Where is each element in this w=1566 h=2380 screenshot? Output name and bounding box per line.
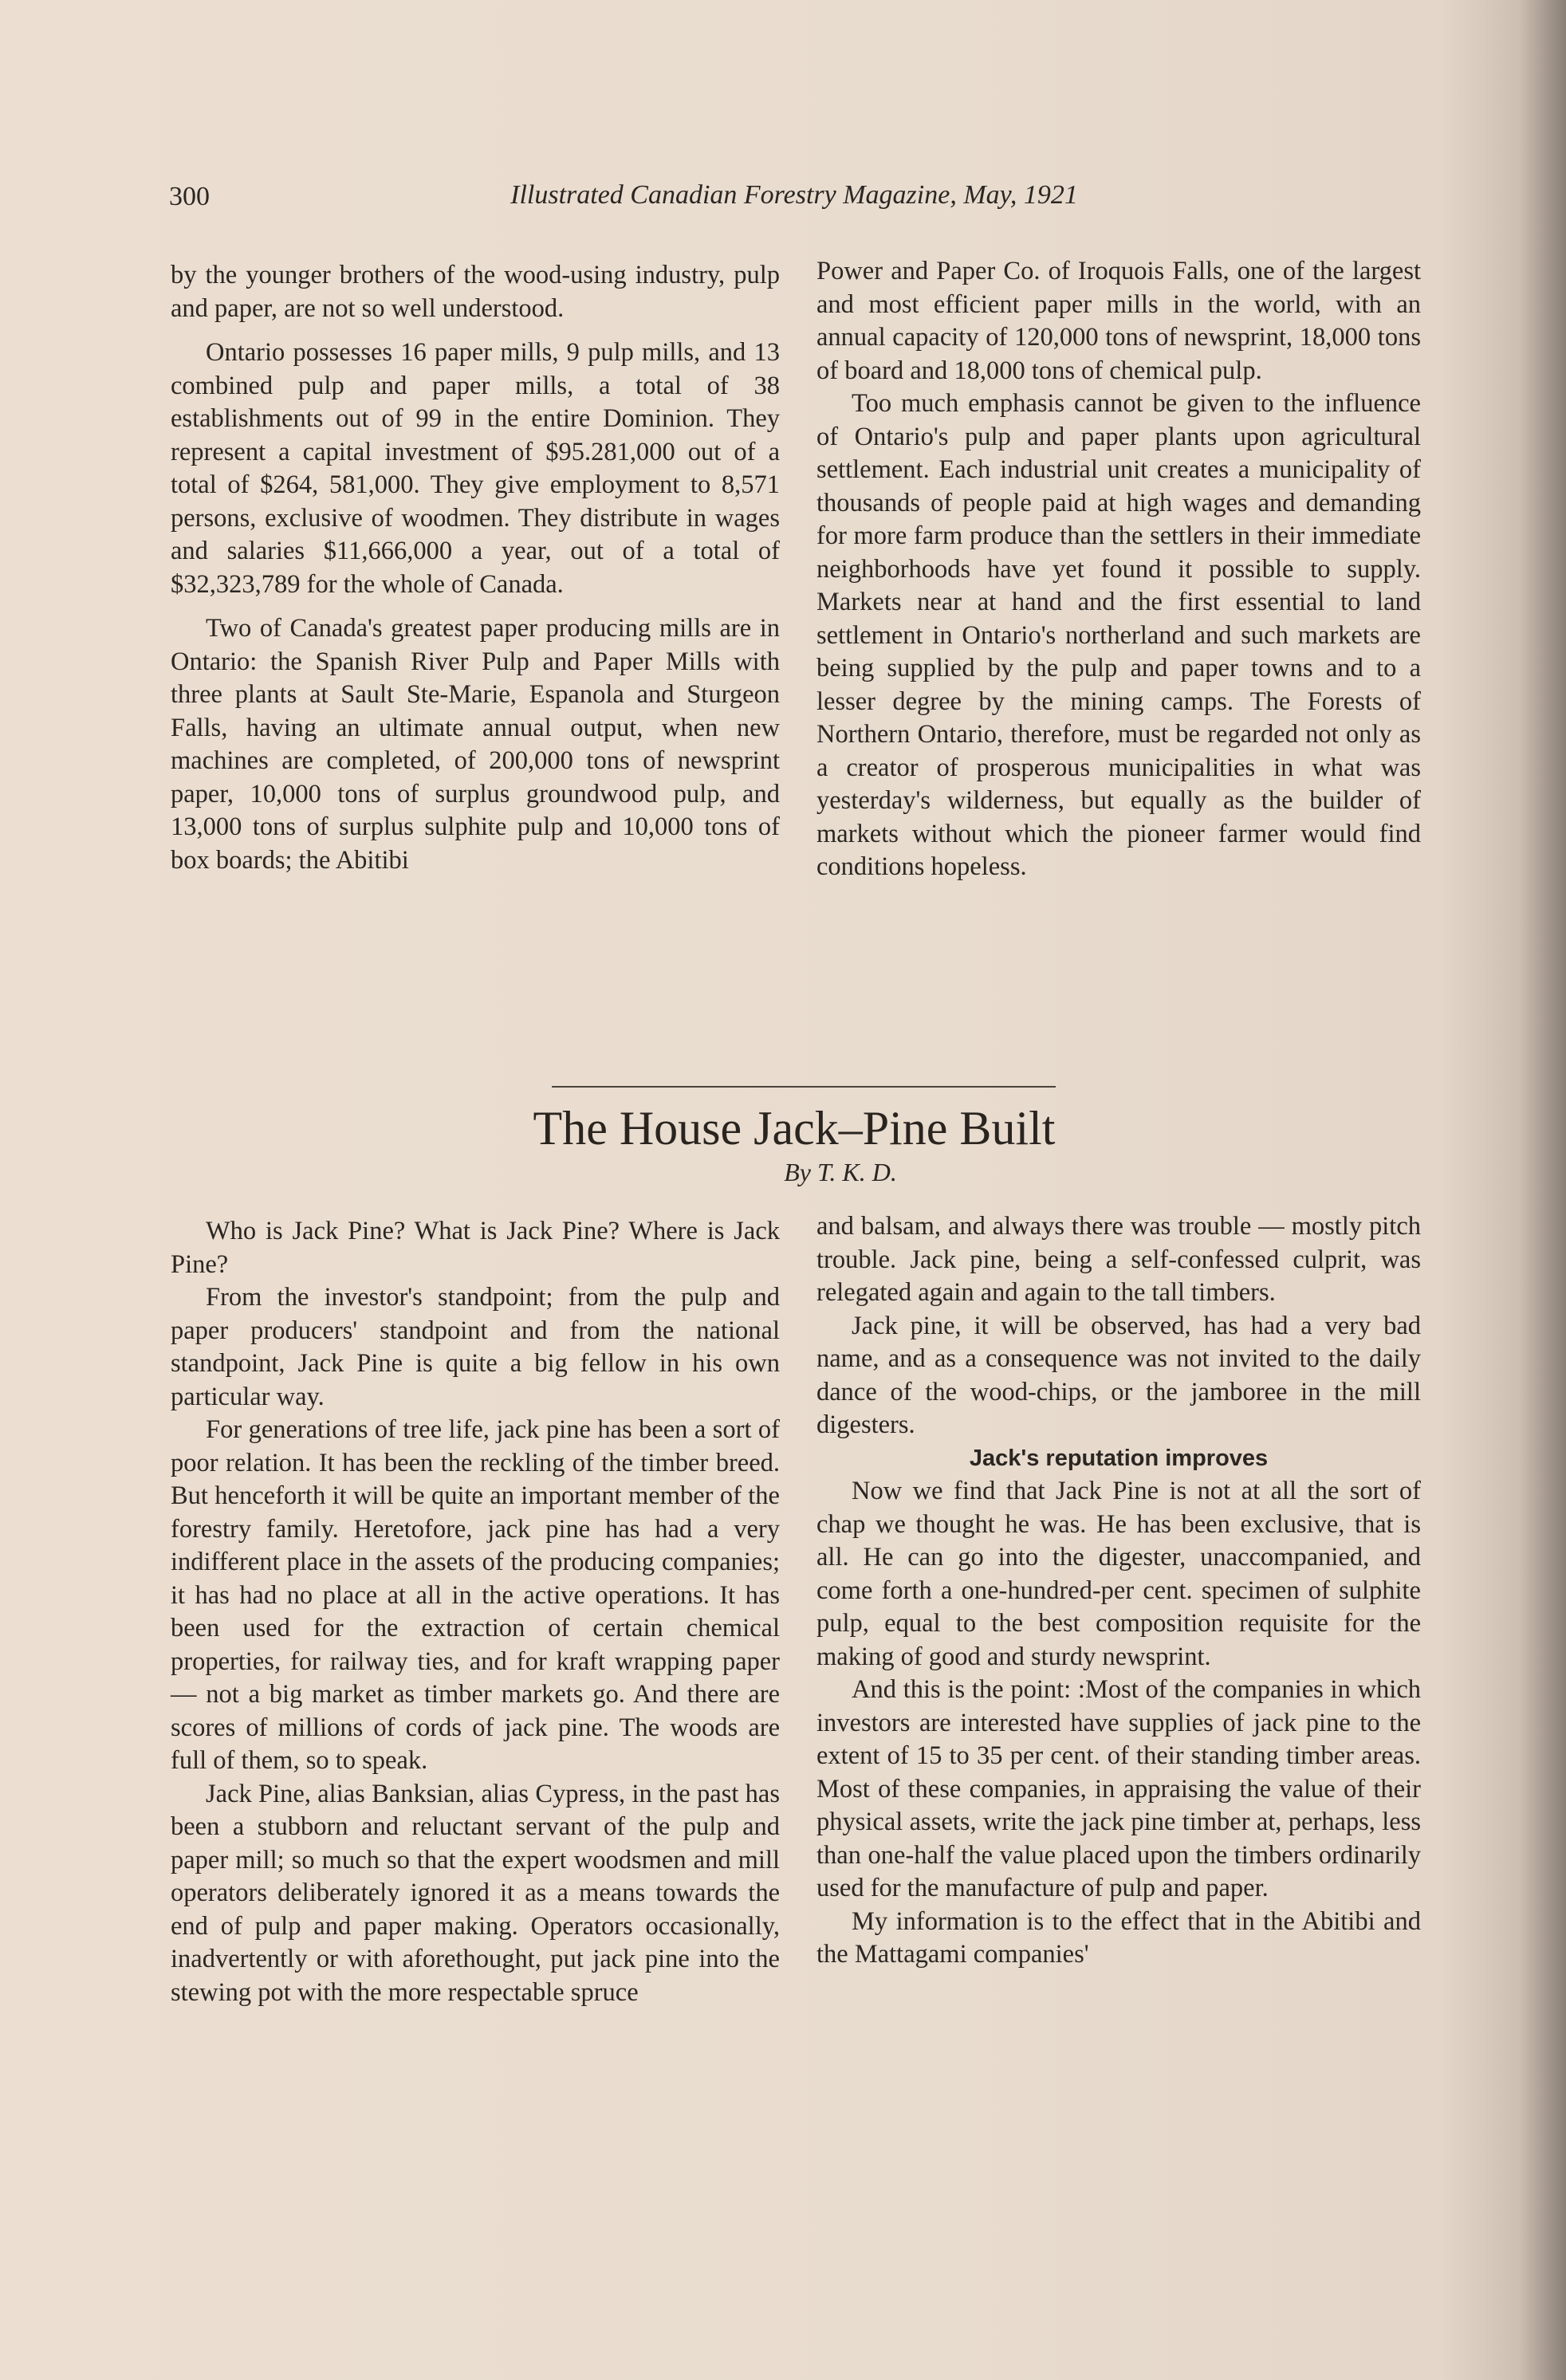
page-number: 300 — [169, 182, 210, 211]
article-title: The House Jack–Pine Built — [533, 1102, 1056, 1155]
section-divider — [552, 1086, 1056, 1088]
paragraph: Now we find that Jack Pine is not at all the sort of chap we thought he was. He has been exclusive, that is all. He can go into the digester, unaccompanied, and come forth a one-hundred-per cent. specimen of sulphite pulp, equal to the best composition requisite for the making of good and sturdy newsprint. — [816, 1477, 1421, 1671]
running-title: Illustrated Canadian Forestry Magazine, May, 1921 — [510, 180, 1078, 210]
paragraph: Two of Canada's greatest paper producing mills are in Ontario: the Spanish River Pulp and Paper Mills with three plants at Sault Ste-Marie, Espanola and Sturgeon Falls, having an ultimate annual output, when new machines are completed, of 200,000 tons of newsprint paper, 10,000 tons of surplus groundwood pulp, and 13,000 tons of surplus sulphite pulp and 10,000 tons of box boards; the Abitibi — [171, 614, 780, 875]
paragraph: by the younger brothers of the wood-using industry, pulp and paper, are not so well understood. — [171, 261, 780, 323]
paragraph: Jack pine, it will be observed, has had a very bad name, and as a consequence was not invited to the daily dance of the wood-chips, or the jamboree in the mill digesters. — [816, 1311, 1421, 1439]
article-byline: By T. K. D. — [784, 1158, 897, 1186]
paragraph: Too much emphasis cannot be given to the influence of Ontario's pulp and paper plants upon agricultural settlement. Each industrial unit creates a municipality of thousands of people paid at high wages and demanding for more farm produce than the settlers in their immediate neighborhoods have yet found it possible to supply. Markets near at hand and the first essential to land settlement in Ontario's northerland and such markets are being supplied by the pulp and paper towns and to a lesser degree by the mining camps. The Forests of Northern Ontario, therefore, must be regarded not only as a creator of prosperous municipalities in what was yesterday's wilderness, but equally as the builder of markets without which the pioneer farmer would find conditions hopeless. — [816, 389, 1421, 881]
paragraph: and balsam, and always there was trouble — mostly pitch trouble. Jack pine, being a self-confessed culprit, was relegated again and again to the tall timbers. — [816, 1212, 1421, 1307]
paragraph: Ontario possesses 16 paper mills, 9 pulp mills, and 13 combined pulp and paper mills, a total of 38 establishments out of 99 in the entire Dominion. They represent a capital investment of $95.281,000 out of a total of $264, 581,000. They give employment to 8,571 persons, exclusive of woodmen. They distribute in wages and salaries $11,666,000 a year, out of a total of $32,323,789 for the whole of Canada. — [171, 338, 780, 599]
paragraph: And this is the point: :Most of the companies in which investors are interested have supplies of jack pine to the extent of 15 to 35 per cent. of their standing timber areas. Most of these companies, in appraising the value of their physical assets, write the jack pine timber at, perhaps, less than one-half the value placed upon the timbers ordinarily used for the manufacture of pulp and paper. — [816, 1675, 1421, 1902]
paragraph: Jack Pine, alias Banksian, alias Cypress, in the past has been a stubborn and reluctant servant of the pulp and paper mill; so much so that the expert woodsmen and mill operators deliberately ignored it as a means towards the end of pulp and paper making. Operators occasionally, inadvertently or with aforethought, put jack pine into the stewing pot with the more respectable spruce — [171, 1779, 780, 2007]
article2-column-left — [171, 1215, 780, 2009]
article1-column-left — [171, 259, 780, 877]
paragraph: For generations of tree life, jack pine has been a sort of poor relation. It has been the reckling of the timber breed. But henceforth it will be quite an important member of the forestry family. Heretofore, jack pine has had a very indifferent place in the assets of the producing companies; it has had no place at all in the active operations. It has been used for the extraction of certain chemical properties, for railway ties, and for kraft wrapping paper — not a big market as timber markets go. And there are scores of millions of cords of jack pine. The woods are full of them, so to speak. — [171, 1415, 780, 1775]
paragraph: Who is Jack Pine? What is Jack Pine? Where is Jack Pine? — [171, 1217, 780, 1279]
article2-column-right — [816, 1210, 1421, 1972]
article1-column-right — [816, 255, 1421, 884]
paragraph: My information is to the effect that in the Abitibi and the Mattagami companies' — [816, 1906, 1421, 1969]
paragraph: Power and Paper Co. of Iroquois Falls, one of the largest and most efficient paper mills in the world, with an annual capacity of 120,000 tons of newsprint, 18,000 tons of board and 18,000 tons of chemical pulp. — [816, 257, 1421, 385]
section-subheading: Jack's reputation improves — [969, 1445, 1269, 1471]
paragraph: From the investor's standpoint; from the pulp and paper producers' standpoint and from the national standpoint, Jack Pine is quite a big fellow in his own particular way. — [171, 1283, 780, 1411]
page-header — [169, 177, 1419, 217]
